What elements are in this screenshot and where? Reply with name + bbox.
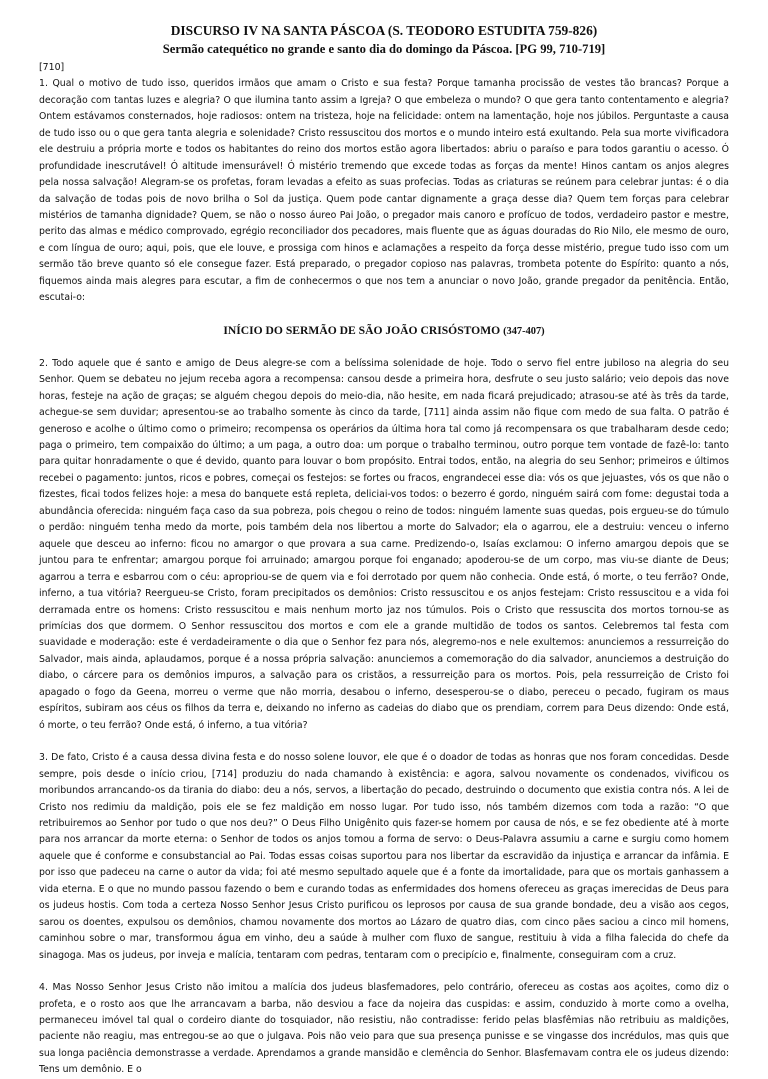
document-title: DISCURSO IV NA SANTA PÁSCOA (S. TEODORO ESTUDITA 759-826) bbox=[170, 23, 598, 38]
paragraph-gap bbox=[39, 734, 729, 750]
document-subtitle: Sermão catequético no grande e santo dia do domingo da Páscoa. [PG 99, 710-719] bbox=[162, 42, 606, 56]
section-heading-years: (347-407) bbox=[503, 325, 545, 337]
paragraph-3: 3. De fato, Cristo é a causa dessa divina festa e do nosso solene louvor, ele que é o doador de todas as honras que nos foram concedidas. Desde sempre, pois desde o início criou, [714] produziu do nada chamando à existência: e agora, salvou novamente os condenados, vivificou os moribundos arrancando-os da tirania do diabo: deu a nós, servos, a libertação do pecado, destruindo o documento que existia contra nós. A lei de Cristo nos redimiu da maldição, pois ele se fez maldição em nosso lugar. Por tudo isso, nós também dizemos com toda a razão: “O que retribuiremos ao Senhor por tudo o que nos deu?” O Deus Filho Unigênito quis fazer-se homem por causa de nós, e se fez obediente até à morte para nos arrancar da morte eterna: o Senhor de todos os anjos tomou a forma de servo: o Deus-Palavra assumiu a carne e surgiu como homem aquele que é conforme e consubstancial ao Pai. Todas essas coisas suportou para nos libertar da escravidão da injustiça e arrancar da infâmia. E por isso que padeceu na carne o autor da vida; foi até mesmo sepultado aquele que é a fonte da imortalidade, para que os mortais ganhassem a vida eterna. E o que no mundo passou fazendo o bem e curando todas as enfermidades dos homens ofereceu as graças imerecidas de Deus para os judeus hostis. Com toda a certeza Nosso Senhor Jesus Cristo purificou os leprosos por causa de sua grande bondade, deu a visão aos cegos, sarou os doentes, expulsou os demônios, chamou novamente dos mortos ao Lázaro de quatro dias, com cinco pães saciou a cinco mil homens, caminhou sobre o mar, transformou água em vinho, deu a saúde à mulher com fluxo de sangue, restituiu à vida a filha falecida do chefe da sinagoga. Mas os judeus, por inveja e malícia, tentaram com pedras, tentaram com o precipício e, finalmente, conseguiram com a cruz. bbox=[39, 752, 729, 961]
paragraph-2: 2. Todo aquele que é santo e amigo de Deus alegre-se com a belíssima solenidade de hoje. Todo o servo fiel entre jubiloso na alegria do seu Senhor. Quem se debateu no jejum receba agora a recompensa: cansou desde a primeira hora, desfrute o seu justo salário; veio depois das nove horas, festeje na ação de graças; se alguém chegou depois do meio-dia, não hesite, em nada ficará prejudicado; atrasou-se até às três da tarde, achegue-se sem duvidar; apresentou-se ao trabalho somente às cinco da tarde, [711] ainda assim não fique com medo de sua falta. O patrão é generoso e acolhe o último como o primeiro; recompensa os operários da última hora tal como já recompensara os que trabalharam desde cedo; paga o primeiro, tem compaixão do último; a um paga, a outro doa: um porque o trabalho terminou, outro porque tem vontade de fazê-lo: tanto para quitar honradamente o que é devido, quanto para louvar o bom propósito. Entrai todos, então, na alegria do seu Senhor; primeiros e últimos recebei o pagamento: juntos, ricos e pobres, começai os festejos: se fortes ou fracos, engrandecei esse dia: vós os que jejuastes, vós os que não o fizestes, ficai todos felizes hoje: a mesa do banquete está repleta, deliciai-vos todos: o bezerro é gordo, ninguém sairá com fome: degustai toda a abundância oferecida: ninguém faça caso da sua pobreza, pois chegou o reino de todos: ninguém lamente suas quedas, pois ergueu-se do túmulo o perdão: ninguém tenha medo da morte, pois também dela nos libertou a morte do Salvador; ela o agarrou, ele a destruiu: venceu o inferno aquele que desceu ao inferno: ficou no amargor o que provara a sua carne. Predizendo-o, Isaías exclamou: O inferno amargou depois que se juntou para te enfrentar; amargou porque foi arruinado; amargou porque foi enganado; apoderou-se de um corpo, mas viu-se diante de Deus; agarrou a terra e esbarrou com o céu: apropriou-se de quem via e foi derrotado por quem não conhecia. Onde está, ó morte, o teu ferrão? Onde, inferno, a tua vitória? Reergueu-se Cristo, foram precipitados os demônios: Cristo ressuscitou e os anjos festejam: Cristo ressuscitou e a vida foi derramada entre os homens: Cristo ressuscitou e mais nenhum morto jaz nos túmulos. Pois o Cristo que ressuscita dos mortos tornou-se as primícias dos que dormem. O Senhor ressuscitou dos mortos e com ele a grande multidão de todos os santos. Celebremos tal festa com suavidade e moderação: este é verdadeiramente o dia que o Senhor fez para nós, alegremo-nos e nele exultemos: anunciemos a ressurreição do Salvador, mais ainda, aplaudamos, porque é a nossa própria salvação: anunciemos a comemoração do dia salvador, anunciemos a destruição do diabo, o cárcere para os demônios impuros, a salvação para os cristãos, a ressurreição para os mortos. Pois, pela ressurreição de Cristo foi apagado o fogo da Geena, morreu o verme que não morria, desabou o inferno, desesperou-se o diabo, pereceu o pecado, fugiram os maus espíritos, subiram aos céus os filhos da terra e, deixando no inferno as cadeias do diabo que os prendiam, correm para Deus dizendo: Onde está, ó morte, o teu ferrão? Onde está, ó inferno, a tua vitória? bbox=[39, 357, 729, 731]
paragraph-4: 4. Mas Nosso Senhor Jesus Cristo não imitou a malícia dos judeus blasfemadores, pelo contrário, ofereceu as costas aos açoites, como diz o profeta, e o rosto aos que lhe arrancavam a barba, não desviou a face da nojeira das cuspidas: e assim, conduzido à morte como a ovelha, permaneceu imóvel tal qual o cordeiro diante do tosquiador, não resistiu, não contradisse: ferido pelas blasfêmias não retribuiu as maldições, paciente não reagiu, mas entregou-se ao que o julgava. Pois não veio para que sua presença punisse e se vingasse dos incrédulos, mas quis que sua longa paciência demonstrasse a verdade. Aprendamos a grande mansidão e clemência do Senhor. Blasfemavam contra ele os judeus dizendo: Tens um demônio. E o bbox=[39, 982, 729, 1076]
section-heading bbox=[39, 323, 729, 340]
paragraph-gap bbox=[39, 964, 729, 980]
section-heading-text: INÍCIO DO SERMÃO DE SÃO JOÃO CRISÓSTOMO bbox=[223, 323, 501, 337]
paragraph-1: 1. Qual o motivo de tudo isso, queridos irmãos que amam o Cristo e sua festa? Porque tamanha procissão de vestes tão brancas? Porque a decoração com tantas luzes e alegria? O que ilumina tanto assim a Igreja? O que embeleza o mundo? O que gera tanto contentamento e alegria? Ontem estávamos consternados, hoje radiosos: ontem na tristeza, hoje na felicidade: ontem na lamentação, hoje nos júbilos. Perguntaste a causa de tudo isso ou o que gera tanta alegria e solenidade? Cristo ressuscitou dos mortos e o mundo inteiro está exultando. Pela sua morte vivificadora ele destruiu a própria morte e todos os habitantes do reino dos mortos estão agora libertados: abriu o paraíso e para todos garantiu o acesso. Ó profundidade inescrutável! Ó altitude imensurável! Ó mistério tremendo que excede todas as forças da mente! Hinos cantam os anjos alegres pela nossa salvação! Alegram-se os profetas, foram levadas a efeito as suas profecias. Todas as criaturas se reúnem para celebrar juntas: é o dia da salvação de todas pois de novo brilha o Sol da justiça. Quem pode cantar dignamente a graça desse dia? Quem tem forças para celebrar mistérios de tamanha dignidade? Quem, se não o nosso áureo Pai João, o pregador mais canoro e profícuo de todos, verdadeiro pastor e mestre, perito das almas e médico comprovado, egrégio reconciliador dos pecadores, mais fluente que as águas douradas do Rio Nilo, ele mesmo de ouro, e com língua de ouro; aqui, pois, que ele louve, e prossiga com hinos e aclamações a respeito da força desse mistério, pregue tudo isso com um sermão tão breve quanto só ele consegue fazer. Está preparado, o pregador copioso nas palavras, trombeta potente do Espírito: quanto a nós, fiquemos ainda mais alegres para escutar, a fim de conhecermos o que nos tem a anunciar o novo João, grande pregador da penitência. Então, escutai-o: bbox=[39, 78, 729, 304]
page-marker: [710] bbox=[39, 62, 65, 73]
